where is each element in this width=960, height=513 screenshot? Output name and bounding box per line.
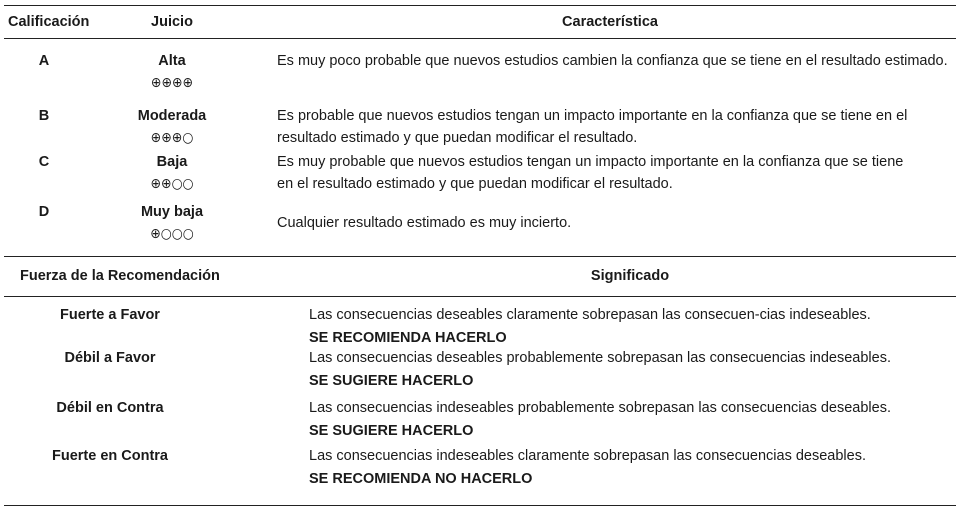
strength-strong-for: Fuerte a Favor: [60, 307, 160, 323]
header-characteristic: Característica: [562, 14, 658, 30]
strength-weak-for: Débil a Favor: [64, 350, 156, 366]
strength-strong-against: Fuerte en Contra: [51, 448, 168, 464]
characteristic-b: Es probable que nuevos estudios tengan un impacto importante en la confianza que se tiene en el resultado estimado y que puedan modificar el resultado.: [277, 108, 908, 146]
grade-a: A: [38, 53, 50, 69]
characteristic-d: Cualquier resultado estimado es muy incierto.: [277, 215, 572, 231]
section-divider-rule: [4, 256, 956, 257]
header-meaning: Significado: [590, 268, 670, 284]
quality-symbols-b: ⊕⊕⊕○: [150, 130, 194, 146]
quality-symbols-a: ⊕⊕⊕⊕: [150, 75, 194, 91]
strength-weak-against: Débil en Contra: [56, 400, 164, 416]
bottom-rule: [4, 505, 956, 506]
top-rule: [4, 5, 956, 6]
meaning-weak-for: Las consecuencias deseables probablemente sobrepasan las consecuencias indeseables.: [309, 350, 891, 366]
meaning-strong-for: Las consecuencias deseables claramente sobrepasan las consecuen-cias indeseables.: [309, 307, 871, 323]
grade-d: D: [38, 204, 50, 220]
quality-symbols-c: ⊕⊕○○: [150, 176, 194, 192]
characteristic-a: Es muy poco probable que nuevos estudios cambien la confianza que se tiene en el resultado estimado.: [277, 53, 948, 69]
grade-c: C: [38, 154, 50, 170]
header-strength: Fuerza de la Recomendación: [20, 268, 220, 284]
judgment-low: Baja: [156, 154, 188, 170]
judgment-high: Alta: [158, 53, 186, 69]
action-strong-against: SE RECOMIENDA NO HACERLO: [309, 471, 533, 487]
quality-symbols-d: ⊕○○○: [150, 226, 194, 242]
judgment-moderate: Moderada: [137, 108, 207, 124]
action-weak-for: SE SUGIERE HACERLO: [309, 373, 474, 389]
action-weak-against: SE SUGIERE HACERLO: [309, 423, 474, 439]
action-strong-for: SE RECOMIENDA HACERLO: [309, 330, 507, 346]
meaning-weak-against: Las consecuencias indeseables probablemente sobrepasan las consecuencias deseables.: [309, 400, 891, 416]
characteristic-c: Es muy probable que nuevos estudios tengan un impacto importante en la confianza que se tiene en el resultado estimado y que puedan modificar el resultado.: [277, 154, 904, 192]
meaning-strong-against: Las consecuencias indeseables claramente sobrepasan las consecuencias deseables.: [309, 448, 866, 464]
header-grade: Calificación: [8, 14, 90, 30]
grade-b: B: [38, 108, 50, 124]
header-rule-1: [4, 38, 956, 39]
header-rule-2: [4, 296, 956, 297]
header-judgment: Juicio: [151, 14, 193, 30]
judgment-very-low: Muy baja: [140, 204, 204, 220]
